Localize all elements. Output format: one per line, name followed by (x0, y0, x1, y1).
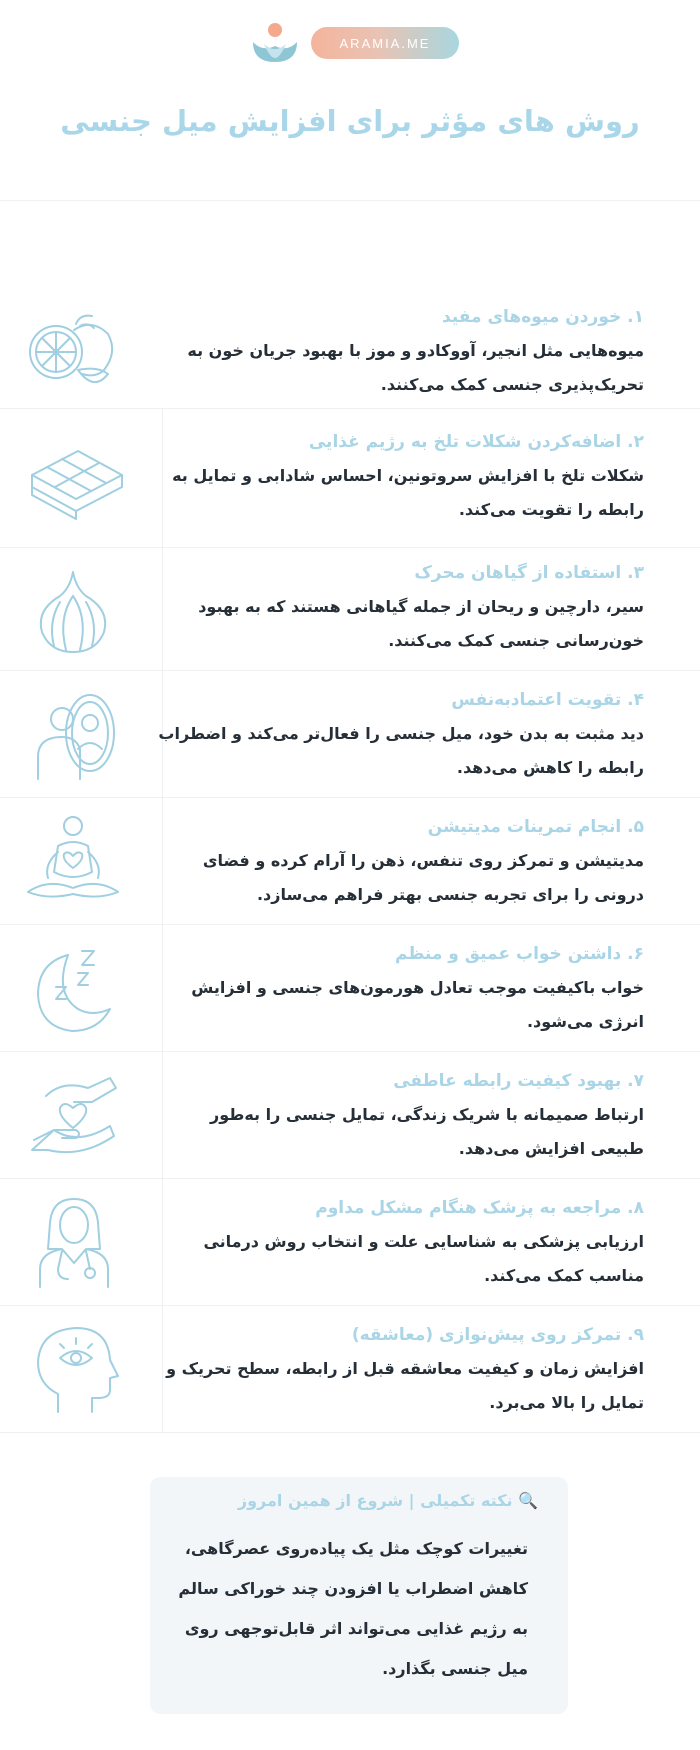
mirror-person-icon (18, 687, 128, 783)
hands-heart-icon (18, 1066, 128, 1162)
list-item (0, 1179, 700, 1306)
list-item (0, 548, 700, 671)
garlic-icon (18, 562, 128, 658)
fruit-icon (18, 304, 128, 400)
item-title: ۴. تقویت اعتمادبه‌نفس (451, 690, 644, 710)
item-body: شکلات تلخ با افزایش سروتونین، احساس شادابی و تمایل به رابطه را تقویت می‌کند. (172, 466, 644, 519)
brand-badge[interactable]: ARAMIA.ME (311, 27, 459, 59)
item-body: ارزیابی پزشکی به شناسایی علت و انتخاب روش درمانی مناسب کمک می‌کند. (203, 1232, 644, 1285)
list-item (0, 296, 700, 409)
item-body: سیر، دارچین و ریحان از جمله گیاهانی هستند که به بهبود خون‌رسانی جنسی کمک می‌کنند. (198, 597, 644, 650)
item-title: ۸. مراجعه به پزشک هنگام مشکل مداوم (315, 1198, 644, 1218)
tips-list (0, 296, 700, 1433)
list-item (0, 409, 700, 548)
chocolate-icon (18, 429, 128, 525)
meditation-icon (18, 812, 128, 908)
list-item (0, 1306, 700, 1433)
item-body: افزایش زمان و کیفیت معاشقه قبل از رابطه، سطح تحریک و تمایل را بالا می‌برد. (166, 1359, 644, 1412)
doctor-icon (18, 1193, 128, 1289)
item-body: مدیتیشن و تمرکز روی تنفس، ذهن را آرام کرده و فضای درونی را برای تجربه جنسی بهتر فراهم می‌سازد. (202, 851, 644, 904)
tip-body: تغییرات کوچک مثل یک پیاده‌روی عصرگاهی، کاهش اضطراب یا افزودن چند خوراکی سالم به رژیم غذایی می‌تواند اثر قابل‌توجهی روی میل جنسی بگذارد. (178, 1539, 528, 1678)
item-title: ۱. خوردن میوه‌های مفید (442, 307, 644, 327)
head-eye-icon (18, 1320, 128, 1416)
item-title: ۹. تمرکز روی پیش‌نوازی (معاشقه) (351, 1325, 644, 1345)
item-title: ۷. بهبود کیفیت رابطه عاطفی (393, 1071, 644, 1091)
item-body: ارتباط صمیمانه با شریک زندگی، تمایل جنسی را به‌طور طبیعی افزایش می‌دهد. (210, 1105, 644, 1158)
search-icon: 🔍 (518, 1491, 538, 1510)
list-item (0, 1052, 700, 1179)
item-title: ۶. داشتن خواب عمیق و منظم (395, 944, 644, 964)
page-title: روش های مؤثر برای افزایش میل جنسی (60, 104, 640, 138)
list-item (0, 798, 700, 925)
supplementary-tip (150, 1477, 568, 1714)
item-body: میوه‌هایی مثل انجیر، آووکادو و موز با بهبود جریان خون به تحریک‌پذیری جنسی کمک می‌کنند. (187, 341, 644, 394)
item-title: ۳. استفاده از گیاهان محرک (414, 563, 644, 583)
item-title: ۲. اضافه‌کردن شکلات تلخ به رژیم غذایی (308, 432, 644, 452)
item-title: ۵. انجام تمرینات مدیتیشن (427, 817, 644, 837)
moon-sleep-icon (18, 943, 128, 1039)
list-item (0, 671, 700, 798)
item-body: دید مثبت به بدن خود، میل جنسی را فعال‌تر می‌کند و اضطراب رابطه را کاهش می‌دهد. (158, 724, 644, 777)
logo-icon (250, 22, 300, 66)
list-item (0, 925, 700, 1052)
tip-title: 🔍 نکته تکمیلی | شروع از همین امروز (237, 1491, 538, 1510)
header (0, 0, 700, 201)
item-body: خواب باکیفیت موجب تعادل هورمون‌های جنسی و افزایش انرژی می‌شود. (191, 978, 644, 1031)
